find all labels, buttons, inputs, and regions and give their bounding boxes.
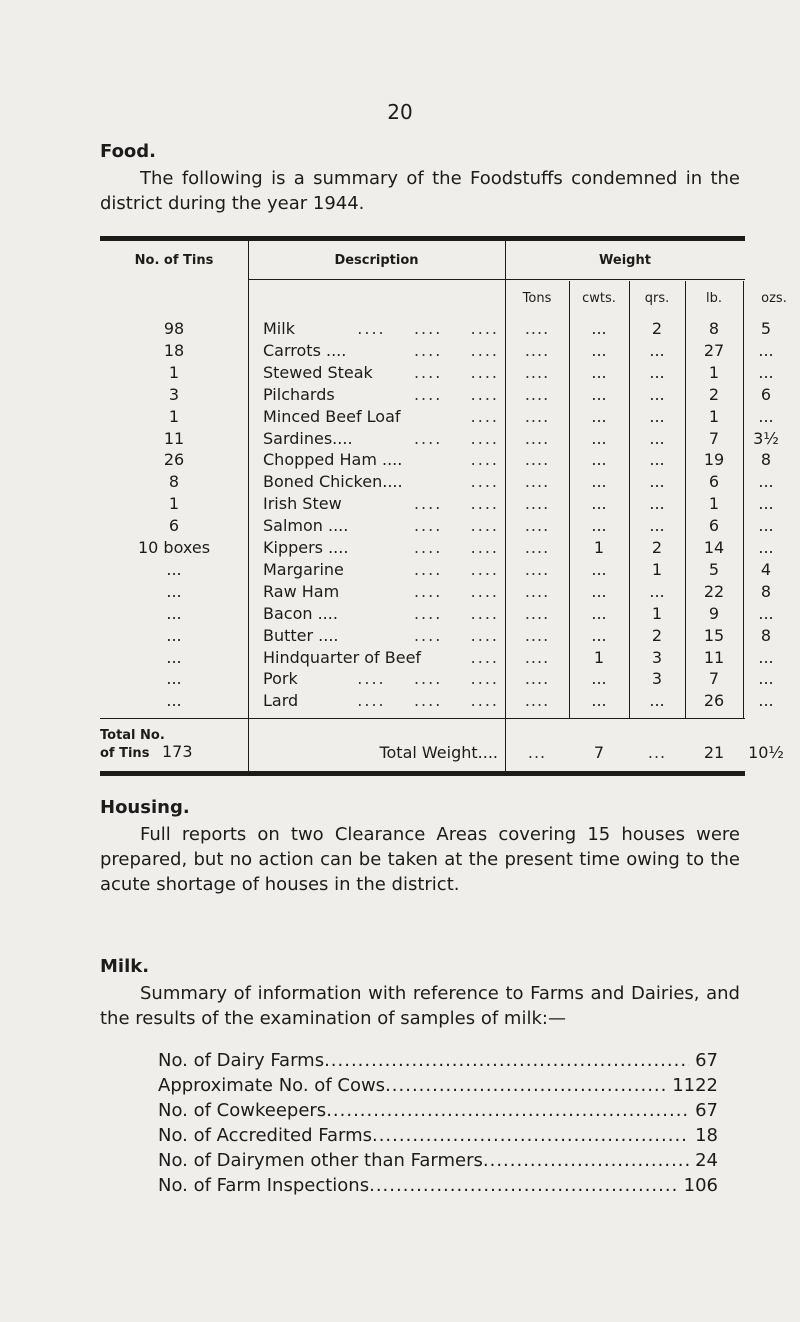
leader-dots [324,1048,689,1073]
table-row [100,494,774,516]
row-ozs: 8 [760,625,772,645]
row-cwts: ... [591,603,607,623]
table-row [100,340,774,363]
row-qrs: ... [649,516,665,536]
housing-text: Full reports on two Clearance Areas covering 15 houses were prepared, but no action can be taken at the present time owing to the acute shortage of houses in the district. [100,824,740,895]
row-lb: 5 [708,559,720,579]
row-description: Bacon .... [263,603,338,623]
row-qrs: ... [649,450,665,470]
row-no-of-tins: 1 [168,494,180,514]
row-leader-dots: .... .... .... [357,691,499,711]
header-ozs: ozs. [761,291,787,306]
row-lb: 15 [703,625,725,645]
row-no-of-tins: ... [166,669,182,689]
list-item-label: No. of Dairymen other than Farmers [158,1150,483,1171]
row-qrs: 3 [651,669,663,689]
row-leader-dots: .... .... .... [357,669,499,689]
table-row [100,384,772,407]
row-lb: 1 [708,494,720,514]
row-leader-dots: .... .... [413,581,499,601]
row-lb: 6 [708,516,720,536]
row-leader-dots: .... .... [413,559,499,579]
row-ozs: ... [758,472,774,492]
row-no-of-tins: 1 [168,362,180,382]
row-description: Salmon .... [263,516,349,536]
list-item-value: 18 [695,1125,718,1146]
row-qrs: ... [649,494,665,514]
row-lb: 7 [708,669,720,689]
row-leader-dots: .... [470,647,499,667]
row-qrs: ... [649,384,665,404]
row-qrs: ... [649,428,665,448]
row-description: Boned Chicken.... [263,472,403,492]
row-leader-dots: .... .... [413,603,499,623]
row-leader-dots: .... .... [413,516,499,536]
table-row [100,362,774,385]
row-description: Lard [263,691,299,711]
list-item-label: No. of Farm Inspections [158,1175,370,1196]
row-leader-dots: .... .... [413,362,499,382]
row-cwts: 1 [593,538,605,557]
row-tons: .... [524,362,550,382]
row-description: Irish Stew [263,494,342,514]
row-ozs: ... [758,603,774,623]
row-cwts: ... [591,581,607,601]
list-item-label: No. of Cowkeepers [158,1100,327,1121]
row-lb: 27 [703,340,725,360]
housing-heading: Housing. [100,797,190,818]
list-item-value: 67 [695,1100,718,1121]
leader-dots [372,1123,689,1148]
row-qrs: 2 [651,319,663,338]
page-number: 20 [387,100,413,124]
row-tons: .... [524,647,550,667]
row-qrs: ... [649,581,665,601]
row-qrs: ... [649,362,665,382]
table-row [100,625,772,648]
row-description: Raw Ham [263,581,340,601]
row-tons: .... [524,691,550,711]
list-item [158,1173,718,1198]
header-description: Description [334,253,419,268]
row-ozs: 8 [760,581,772,601]
list-item [158,1098,718,1123]
row-description: Kippers .... [263,538,349,557]
row-leader-dots: .... .... .... [357,319,499,338]
list-item-value: 67 [695,1050,718,1071]
row-leader-dots: .... .... [413,384,499,404]
row-qrs: 1 [651,603,663,623]
row-cwts: ... [591,340,607,360]
total-weight-row [100,743,784,765]
row-tons: .... [524,581,550,601]
row-cwts: ... [591,450,607,470]
row-description: Chopped Ham .... [263,450,403,470]
row-leader-dots: .... [470,406,499,426]
row-cwts: ... [591,362,607,382]
row-no-of-tins: ... [166,647,182,667]
row-qrs: 1 [651,559,663,579]
total-qrs: ... [647,743,667,762]
row-no-of-tins: ... [166,603,182,623]
row-cwts: ... [591,516,607,536]
total-count: 173 [161,742,193,761]
row-ozs: 4 [760,559,772,579]
row-lb: 1 [708,406,720,426]
table-row [100,538,774,560]
total-label-line2: of Tins [100,746,150,761]
row-leader-dots: .... .... [413,494,499,514]
row-qrs: 3 [651,647,663,667]
table-row [100,472,774,494]
row-no-of-tins: ... [166,691,182,711]
row-cwts: ... [591,406,607,426]
row-description: Stewed Steak [263,362,373,382]
header-qrs: qrs. [644,291,670,306]
row-lb: 8 [708,319,720,338]
row-ozs: ... [758,516,774,536]
row-leader-dots: .... [470,472,499,492]
row-ozs: ... [758,691,774,711]
milk-heading: Milk. [100,956,150,977]
row-cwts: ... [591,428,607,448]
row-qrs: 2 [651,538,663,557]
row-no-of-tins: 18 [163,340,185,360]
row-lb: 9 [708,603,720,623]
row-tons: .... [524,625,550,645]
row-description: Butter .... [263,625,339,645]
row-lb: 6 [708,472,720,492]
row-lb: 19 [703,450,725,470]
row-tons: .... [524,669,550,689]
row-no-of-tins: ... [166,625,182,645]
row-qrs: ... [649,340,665,360]
row-cwts: ... [591,691,607,711]
list-item [158,1123,718,1148]
table-row [100,669,774,691]
condemned-foodstuffs-table [100,236,787,776]
list-item-label: Approximate No. of Cows [158,1075,386,1096]
row-leader-dots: .... .... [413,625,499,645]
total-cwts: 7 [593,743,605,762]
list-item-value: 106 [683,1175,718,1196]
row-leader-dots: .... .... [413,340,499,360]
row-ozs: ... [758,538,774,557]
row-description: Sardines.... [263,428,353,448]
header-cwts: cwts. [582,291,616,306]
row-qrs: ... [649,406,665,426]
row-no-of-tins: ... [166,581,182,601]
row-ozs: ... [758,647,774,667]
milk-text: Summary of information with reference to Farms and Dairies, and the results of the examination of samples of milk:— [100,983,740,1029]
row-description: Pilchards [263,384,335,404]
row-ozs: 6 [760,384,772,404]
table-row [100,428,779,451]
row-description: Milk [263,319,295,338]
row-no-of-tins: 11 [163,428,185,448]
row-tons: .... [524,428,550,448]
food-heading: Food. [100,141,157,162]
header-lb: lb. [706,291,722,306]
row-no-of-tins: 6 [168,516,180,536]
row-qrs: ... [649,472,665,492]
row-ozs: 3½ [753,428,779,448]
leader-dots [369,1173,678,1198]
total-lb: 21 [703,743,725,762]
row-ozs: 8 [760,450,772,470]
row-no-of-tins: 8 [168,472,180,492]
table-row [100,450,772,472]
row-lb: 1 [708,362,720,382]
table-row [100,406,774,429]
row-description: Minced Beef Loaf [263,406,401,426]
leader-dots [483,1148,689,1173]
row-lb: 22 [703,581,725,601]
row-description: Carrots .... [263,340,347,360]
row-cwts: ... [591,319,607,338]
total-ozs: 10½ [748,743,784,762]
list-item [158,1073,718,1098]
list-item-label: No. of Dairy Farms [158,1050,325,1071]
leader-dots [326,1098,689,1123]
list-item-value: 24 [695,1150,718,1171]
row-lb: 2 [708,384,720,404]
header-weight: Weight [599,253,651,268]
table-row [100,647,774,670]
row-lb: 26 [703,691,725,711]
table-row [100,516,774,538]
row-no-of-tins: 98 [163,319,185,338]
row-cwts: ... [591,559,607,579]
row-lb: 7 [708,428,720,448]
total-weight-label: Total Weight.... [379,743,498,762]
row-no-of-tins: ... [166,559,182,579]
table-row [100,319,772,341]
row-leader-dots: .... .... [413,428,499,448]
header-no-of-tins: No. of Tins [134,253,214,268]
total-tons: ... [527,743,547,762]
row-no-of-tins: 1 [168,406,180,426]
table-row [100,603,774,626]
row-qrs: 2 [651,625,663,645]
list-item-label: No. of Accredited Farms [158,1125,372,1146]
row-tons: .... [524,538,550,557]
row-description: Hindquarter of Beef [263,647,422,667]
row-description: Margarine [263,559,344,579]
row-tons: .... [524,450,550,470]
row-ozs: ... [758,669,774,689]
list-item [158,1148,718,1173]
table-row [100,559,772,582]
row-ozs: ... [758,494,774,514]
row-cwts: ... [591,625,607,645]
row-cwts: ... [591,669,607,689]
row-no-of-tins: 26 [163,450,185,470]
milk-summary-list [158,1048,718,1198]
row-no-of-tins: 10 boxes [137,538,211,557]
row-description: Pork [263,669,298,689]
table-row [100,581,772,604]
row-cwts: ... [591,384,607,404]
row-cwts: ... [591,494,607,514]
row-lb: 11 [703,647,725,667]
row-tons: .... [524,516,550,536]
row-ozs: ... [758,362,774,382]
list-item [158,1048,718,1073]
total-label-line1: Total No. [100,728,165,743]
row-lb: 14 [703,538,725,557]
row-leader-dots: .... [470,450,499,470]
row-cwts: 1 [593,647,605,667]
row-tons: .... [524,340,550,360]
row-leader-dots: .... .... [413,538,499,557]
row-qrs: ... [649,691,665,711]
list-item-value: 1122 [672,1075,718,1096]
row-tons: .... [524,384,550,404]
row-tons: .... [524,472,550,492]
food-intro: The following is a summary of the Foodstuffs condemned in the district during the year 1944. [100,168,740,214]
table-row [100,691,774,713]
row-tons: .... [524,559,550,579]
row-tons: .... [524,494,550,514]
row-tons: .... [524,603,550,623]
row-tons: .... [524,406,550,426]
row-tons: .... [524,319,550,338]
row-ozs: ... [758,406,774,426]
leader-dots [385,1073,666,1098]
row-ozs: 5 [760,319,772,338]
row-no-of-tins: 3 [168,384,180,404]
row-ozs: ... [758,340,774,360]
row-cwts: ... [591,472,607,492]
header-tons: Tons [522,291,552,306]
